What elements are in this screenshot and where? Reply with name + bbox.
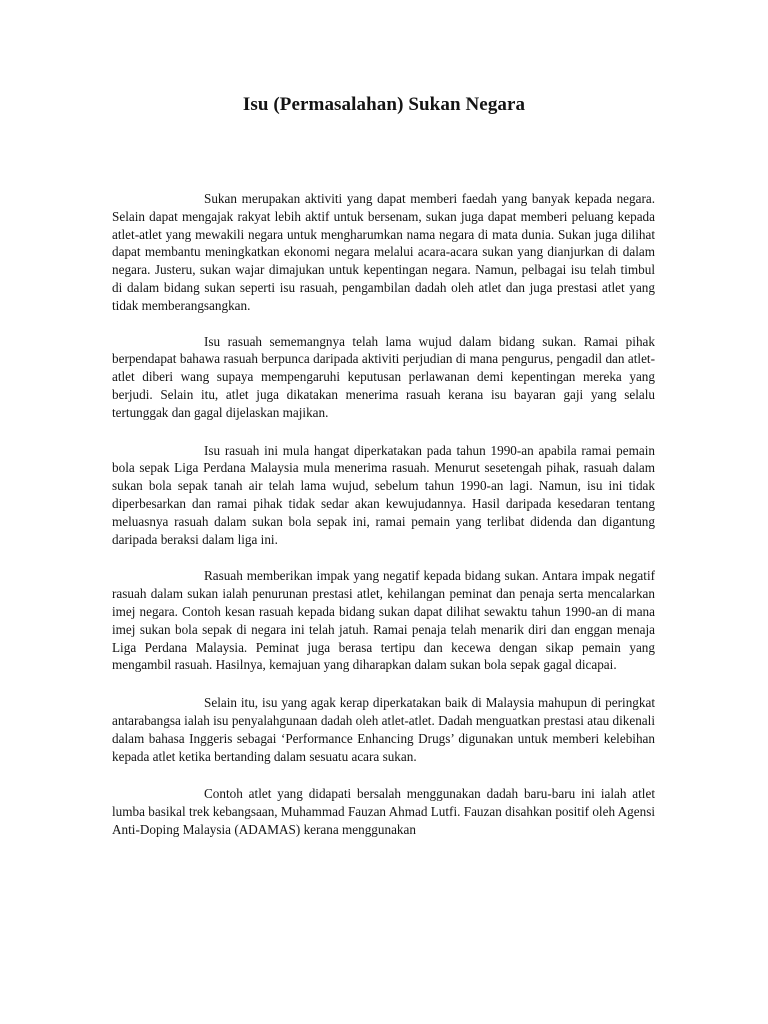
paragraph-drug-abuse: Selain itu, isu yang agak kerap diperkatakan baik di Malaysia mahupun di peringkat antarabangsa ialah isu penyalahgunaan dadah oleh atlet-atlet. Dadah menguatkan prestasi atau dikenali dalam bahasa Inggeris sebagai ‘Performance Enhancing Drugs’ digunakan untuk memberi kelebihan kepada atlet ketika bertanding dalam sesuatu acara sukan. [112,695,655,764]
document-title: Isu (Permasalahan) Sukan Negara [242,94,526,115]
paragraph-corruption-history: Isu rasuah ini mula hangat diperkatakan pada tahun 1990-an apabila ramai pemain bola sepak Liga Perdana Malaysia mula menerima rasuah. Menurut sesetengah pihak, rasuah dalam sukan bola sepak tanah air telah lama wujud, sebelum tahun 1990-an lagi. Namun, isu ini tidak diperbesarkan dan ramai pihak tidak sedar akan kewujudannya. Hasil daripada kesedaran tentang meluasnya rasuah dalam sukan bola sepak ini, ramai pemain yang terlibat didenda dan digantung daripada beraksi dalam liga ini. [112,442,655,547]
paragraph-intro: Sukan merupakan aktiviti yang dapat memberi faedah yang banyak kepada negara. Selain dapat mengajak rakyat lebih aktif untuk bersenam, sukan juga dapat memberi peluang kepada atlet-atlet yang mewakili negara untuk mengharumkan nama negara di mata dunia. Sukan juga dilihat dapat membantu meningkatkan ekonomi negara melalui acara-acara sukan yang dianjurkan di dalam negara. Justeru, sukan wajar dimajukan untuk kepentingan negara. Namun, pelbagai isu telah timbul di dalam bidang sukan seperti isu rasuah, pengambilan dadah oleh atlet dan juga prestasi atlet yang tidak memberangsangkan. [112,191,655,313]
paragraph-corruption-causes: Isu rasuah sememangnya telah lama wujud dalam bidang sukan. Ramai pihak berpendapat bahawa rasuah berpunca daripada aktiviti perjudian di mana pengurus, pengadil dan atlet-atlet diberi wang supaya mempengaruhi keputusan perlawanan demi kepentingan mereka yang berjudi. Selain itu, atlet juga dikatakan menerima rasuah kerana isu bayaran gaji yang selalu tertunggak dan gagal dijelaskan majikan. [112,333,655,420]
paragraph-drug-example: Contoh atlet yang didapati bersalah menggunakan dadah baru-baru ini ialah atlet lumba basikal trek kebangsaan, Muhammad Fauzan Ahmad Lutfi. Fauzan disahkan positif oleh Agensi Anti-Doping Malaysia (ADAMAS) kerana menggunakan [112,786,655,837]
document-body [112,190,655,859]
paragraph-corruption-impact: Rasuah memberikan impak yang negatif kepada bidang sukan. Antara impak negatif rasuah dalam sukan ialah penurunan prestasi atlet, kehilangan peminat dan penaja serta mencalarkan imej negara. Contoh kesan rasuah kepada bidang sukan dapat dilihat sewaktu tahun 1990-an di mana imej sukan bola sepak di negara ini telah jatuh. Ramai penaja telah menarik diri dan enggan menaja Liga Perdana Malaysia. Peminat juga berasa tertipu dan kecewa dengan sikap pemain yang mengambil rasuah. Hasilnya, kemajuan yang diharapkan dalam sukan bola sepak gagal dicapai. [112,568,655,673]
